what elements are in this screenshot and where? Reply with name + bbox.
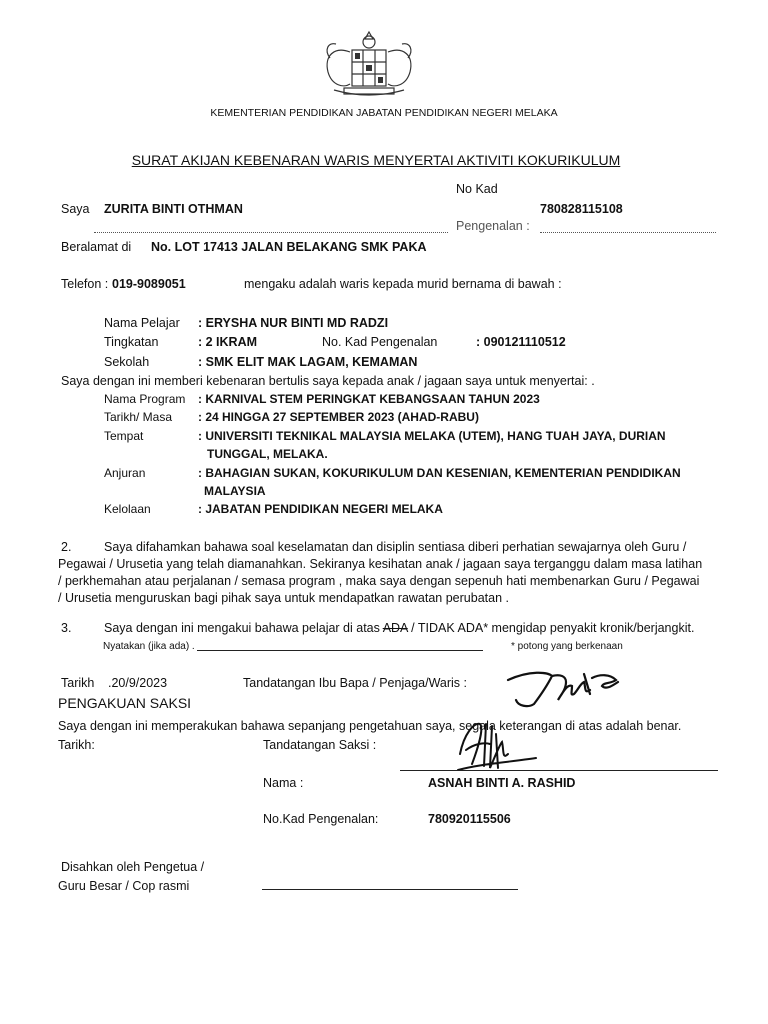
approval-label-line2: Guru Besar / Cop rasmi	[58, 879, 190, 893]
organizer-label: Anjuran	[104, 466, 146, 480]
ministry-heading: KEMENTERIAN PENDIDIKAN JABATAN PENDIDIKAN NEGERI MELAKA	[210, 107, 558, 119]
clause-2-line1: Saya difahamkan bahawa soal keselamatan dan disiplin sentiasa diberi perhatian sewajarnya oleh Guru /	[104, 540, 687, 554]
guardian-sign-label: Tandatangan Ibu Bapa / Penjaga/Waris :	[243, 676, 467, 690]
guardian-phone: 019-9089051	[112, 277, 186, 291]
guardian-name: ZURITA BINTI OTHMAN	[104, 202, 243, 216]
witness-signature-icon	[450, 714, 540, 776]
program-place-line1: : UNIVERSITI TEKNIKAL MALAYSIA MELAKA (UTEM), HANG TUAH JAYA, DURIAN	[198, 429, 666, 443]
guardian-address: No. LOT 17413 JALAN BELAKANG SMK PAKA	[151, 240, 427, 254]
guardian-signature-icon	[500, 660, 630, 710]
clause-3-text: Saya dengan ini mengakui bahawa pelajar di atas ADA / TIDAK ADA* mengidap penyakit kronik/berjangkit.	[104, 621, 695, 635]
program-name: : KARNIVAL STEM PERINGKAT KEBANGSAAN TAHUN 2023	[198, 392, 540, 406]
pengenalan-label: Pengenalan :	[456, 219, 530, 233]
document-title: SURAT AKIJAN KEBENARAN WARIS MENYERTAI AKTIVITI KOKURIKULUM	[131, 152, 621, 168]
coat-of-arms-icon	[314, 28, 424, 103]
student-ic-label: No. Kad Pengenalan	[322, 335, 438, 349]
witness-heading: PENGAKUAN SAKSI	[58, 695, 192, 711]
clause-2-line4: / Urusetia menguruskan bagi pihak saya untuk mendapatkan rawatan perubatan .	[58, 591, 509, 605]
program-organizer-line1: : BAHAGIAN SUKAN, KOKURIKULUM DAN KESENIAN, KEMENTERIAN PENDIDIKAN	[198, 466, 681, 480]
student-school: : SMK ELIT MAK LAGAM, KEMAMAN	[198, 355, 418, 369]
sign-date: .20/9/2023	[108, 676, 168, 690]
clause-3-footnote: * potong yang berkenaan	[511, 641, 623, 652]
clause-2-number: 2.	[61, 540, 72, 554]
clause-2-line2: Pegawai / Urusetia yang telah diamanahkan. Sekiranya kesihatan anak / jagaan saya terganggu dalam masa latihan	[58, 557, 703, 571]
consent-line: Saya dengan ini memberi kebenaran bertulis saya kepada anak / jagaan saya untuk menyertai: .	[61, 374, 595, 388]
witness-sign-label: Tandatangan Saksi :	[263, 738, 377, 752]
student-name: : ERYSHA NUR BINTI MD RADZI	[198, 316, 389, 330]
student-form-label: Tingkatan	[104, 335, 159, 349]
place-label: Tempat	[104, 429, 144, 443]
nokad-label: No Kad	[456, 182, 498, 196]
phone-label: Telefon :	[61, 277, 109, 291]
guardian-ic: 780828115108	[540, 202, 623, 216]
note-line	[197, 650, 483, 651]
witness-name: ASNAH BINTI A. RASHID	[428, 776, 576, 790]
program-date: : 24 HINGGA 27 SEPTEMBER 2023 (AHAD-RABU)	[198, 410, 479, 424]
witness-statement: Saya dengan ini memperakukan bahawa sepanjang pengetahuan saya, segala keterangan di atas adalah benar.	[58, 719, 682, 733]
program-label: Nama Program	[104, 392, 186, 406]
clause-3-number: 3.	[61, 621, 72, 635]
student-name-label: Nama Pelajar	[104, 316, 180, 330]
student-school-label: Sekolah	[104, 355, 150, 369]
clause-3-note: Nyatakan (jika ada) .	[103, 641, 195, 652]
saya-label: Saya	[61, 202, 90, 216]
program-managed: : JABATAN PENDIDIKAN NEGERI MELAKA	[198, 502, 443, 516]
date-label: Tarikh/ Masa	[104, 410, 173, 424]
program-organizer-line2: MALAYSIA	[204, 484, 266, 498]
program-place-line2: TUNGGAL, MELAKA.	[207, 447, 328, 461]
witness-date-label: Tarikh:	[58, 738, 95, 752]
witness-ic: 780920115506	[428, 812, 511, 826]
witness-ic-label: No.Kad Pengenalan:	[263, 812, 379, 826]
address-label: Beralamat di	[61, 240, 132, 254]
approval-label-line1: Disahkan oleh Pengetua /	[61, 860, 205, 874]
ic-dotted-line	[540, 232, 716, 233]
witness-sign-line	[400, 770, 718, 771]
name-dotted-line	[94, 232, 448, 233]
declaration-text: mengaku adalah waris kepada murid bernama di bawah :	[244, 277, 562, 291]
approval-sign-line	[262, 889, 518, 890]
student-ic: : 090121110512	[476, 335, 566, 349]
witness-name-label: Nama :	[263, 776, 304, 790]
student-form: : 2 IKRAM	[198, 335, 258, 349]
sign-date-label: Tarikh	[61, 676, 95, 690]
clause-2-line3: / perkhemahan atau perjalanan / semasa program , maka saya dengan sepenuh hati membenarkan Guru / Pegawai	[58, 574, 700, 588]
strikethrough-option: ADA	[382, 621, 408, 635]
managed-label: Kelolaan	[104, 502, 151, 516]
